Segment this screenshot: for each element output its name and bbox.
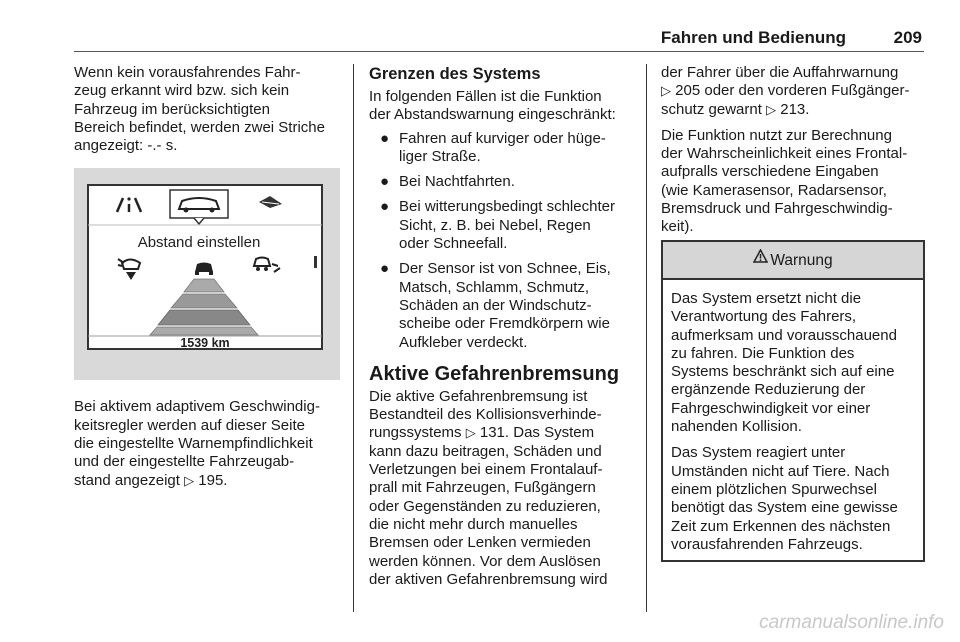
reference-icon[interactable]: ▷ [184, 472, 195, 488]
bullet-icon: ● [380, 260, 390, 278]
list-item: ● Bei witterungsbedingt schlechter Sicht, z. B. bei Nebel, Regen oder Schneefall. [380, 198, 615, 253]
column-1 [74, 64, 340, 490]
list-item: ● Fahren auf kurviger oder hüge- liger Straße. [380, 129, 606, 165]
header-title: Fahren und Bedienung [660, 28, 846, 47]
column-2 [369, 64, 634, 589]
warning-triangle-icon [753, 240, 768, 278]
column-3 [661, 64, 926, 237]
warning-paragraph: Das System reagiert unter Umständen nicht auf Tiere. Nach einem plötzlichen Spurwechsel benötigt das System eine gewisse Zeit zum Erkennen des nächsten vorausfahrenden Fahrzeugs. [671, 444, 898, 553]
section-heading-emergency-braking: Aktive Gefahrenbremsung [369, 362, 620, 385]
warning-paragraph: Das System ersetzt nicht die Verantwortung des Fahrers, aufmerksam und vorausschauend zu fahren. Die Funktion des Systems beschränkt sich auf eine ergänzende Reduzierung der Fahrgeschwindigkeit vor einer nahenden Kollision. [671, 290, 897, 436]
column-rule-right [646, 64, 647, 612]
list-item: ● Der Sensor ist von Schnee, Eis, Matsch, Schlamm, Schmutz, Schäden an der Windschutz- scheibe oder Fremdkörpern wie Aufkleber verdeckt. [380, 260, 611, 351]
page-ref-213[interactable]: 213. [780, 100, 810, 118]
page-ref-195[interactable]: 195. [198, 471, 228, 489]
limits-list [369, 130, 634, 352]
function-inputs-paragraph: Die Funktion nutzt zur Berechnung der Wahrscheinlichkeit eines Frontal- aufpralls verschiedene Eingaben (wie Kamerasensor, Radarsensor, Bremsdruck und Fahrgeschwindig- keit). [661, 126, 908, 236]
page-ref-131[interactable]: 131. Das System [479, 424, 595, 442]
continued-paragraph: der Fahrer über die Auffahrwarnung ▷ 205 oder den vorderen Fußgänger- schutz gewarnt ▷ 213. [661, 64, 910, 118]
warning-body [663, 280, 923, 560]
intro-paragraph: Wenn kein vorausfahrendes Fahr- zeug erkannt wird bzw. sich kein Fahrzeug im berücksichtigten Bereich befindet, werden zwei Striche angezeigt: -.- s. [74, 64, 325, 155]
warning-header [663, 242, 923, 280]
page-header [74, 26, 924, 52]
reference-icon[interactable]: ▷ [465, 425, 476, 441]
after-figure-paragraph: Bei aktivem adaptivem Geschwindig- keitsregler werden auf dieser Seite die eingestellte Warnempfindlichkeit und der eingestellte Fahrzeugab- stand angezeigt ▷ 195. [74, 398, 320, 489]
bullet-icon: ● [380, 173, 390, 191]
odometer-reading: 1539 km [180, 336, 230, 351]
reference-icon[interactable]: ▷ [766, 101, 777, 117]
instrument-display-illustration [74, 168, 340, 380]
limits-intro: In folgenden Fällen ist die Funktion der Abstandswarnung eingeschränkt: [369, 88, 616, 124]
reference-icon[interactable]: ▷ [661, 83, 671, 99]
page-number: 209 [893, 28, 922, 47]
page-ref-205[interactable]: 205 oder den vorderen Fußgänger- [675, 82, 910, 100]
display-figure [74, 168, 340, 380]
emergency-braking-paragraph: Die aktive Gefahrenbremsung ist Bestandteil des Kollisionsverhinde- rungssystems ▷ 131. Das System kann dazu beitragen, Schäden und Verletzungen bei einem Frontalauf- prall mit Fahrzeugen, Fußgängern oder Gegenständen zu reduzieren, die nicht mehr durch manuelles Bremsen oder Lenken vermieden werden können. Vor dem Auslösen der aktiven Gefahrenbremsung wird [369, 387, 608, 588]
warning-title: Warnung [770, 252, 833, 269]
section-heading-limits: Grenzen des Systems [369, 65, 541, 83]
column-rule-left [353, 64, 354, 612]
bullet-icon: ● [380, 198, 390, 216]
watermark: carmanualsonline.info [759, 612, 944, 633]
bullet-icon: ● [380, 129, 390, 147]
list-item: ● Bei Nachtfahrten. [380, 173, 515, 191]
warning-box [661, 240, 925, 562]
display-title: Abstand einstellen [137, 234, 261, 252]
